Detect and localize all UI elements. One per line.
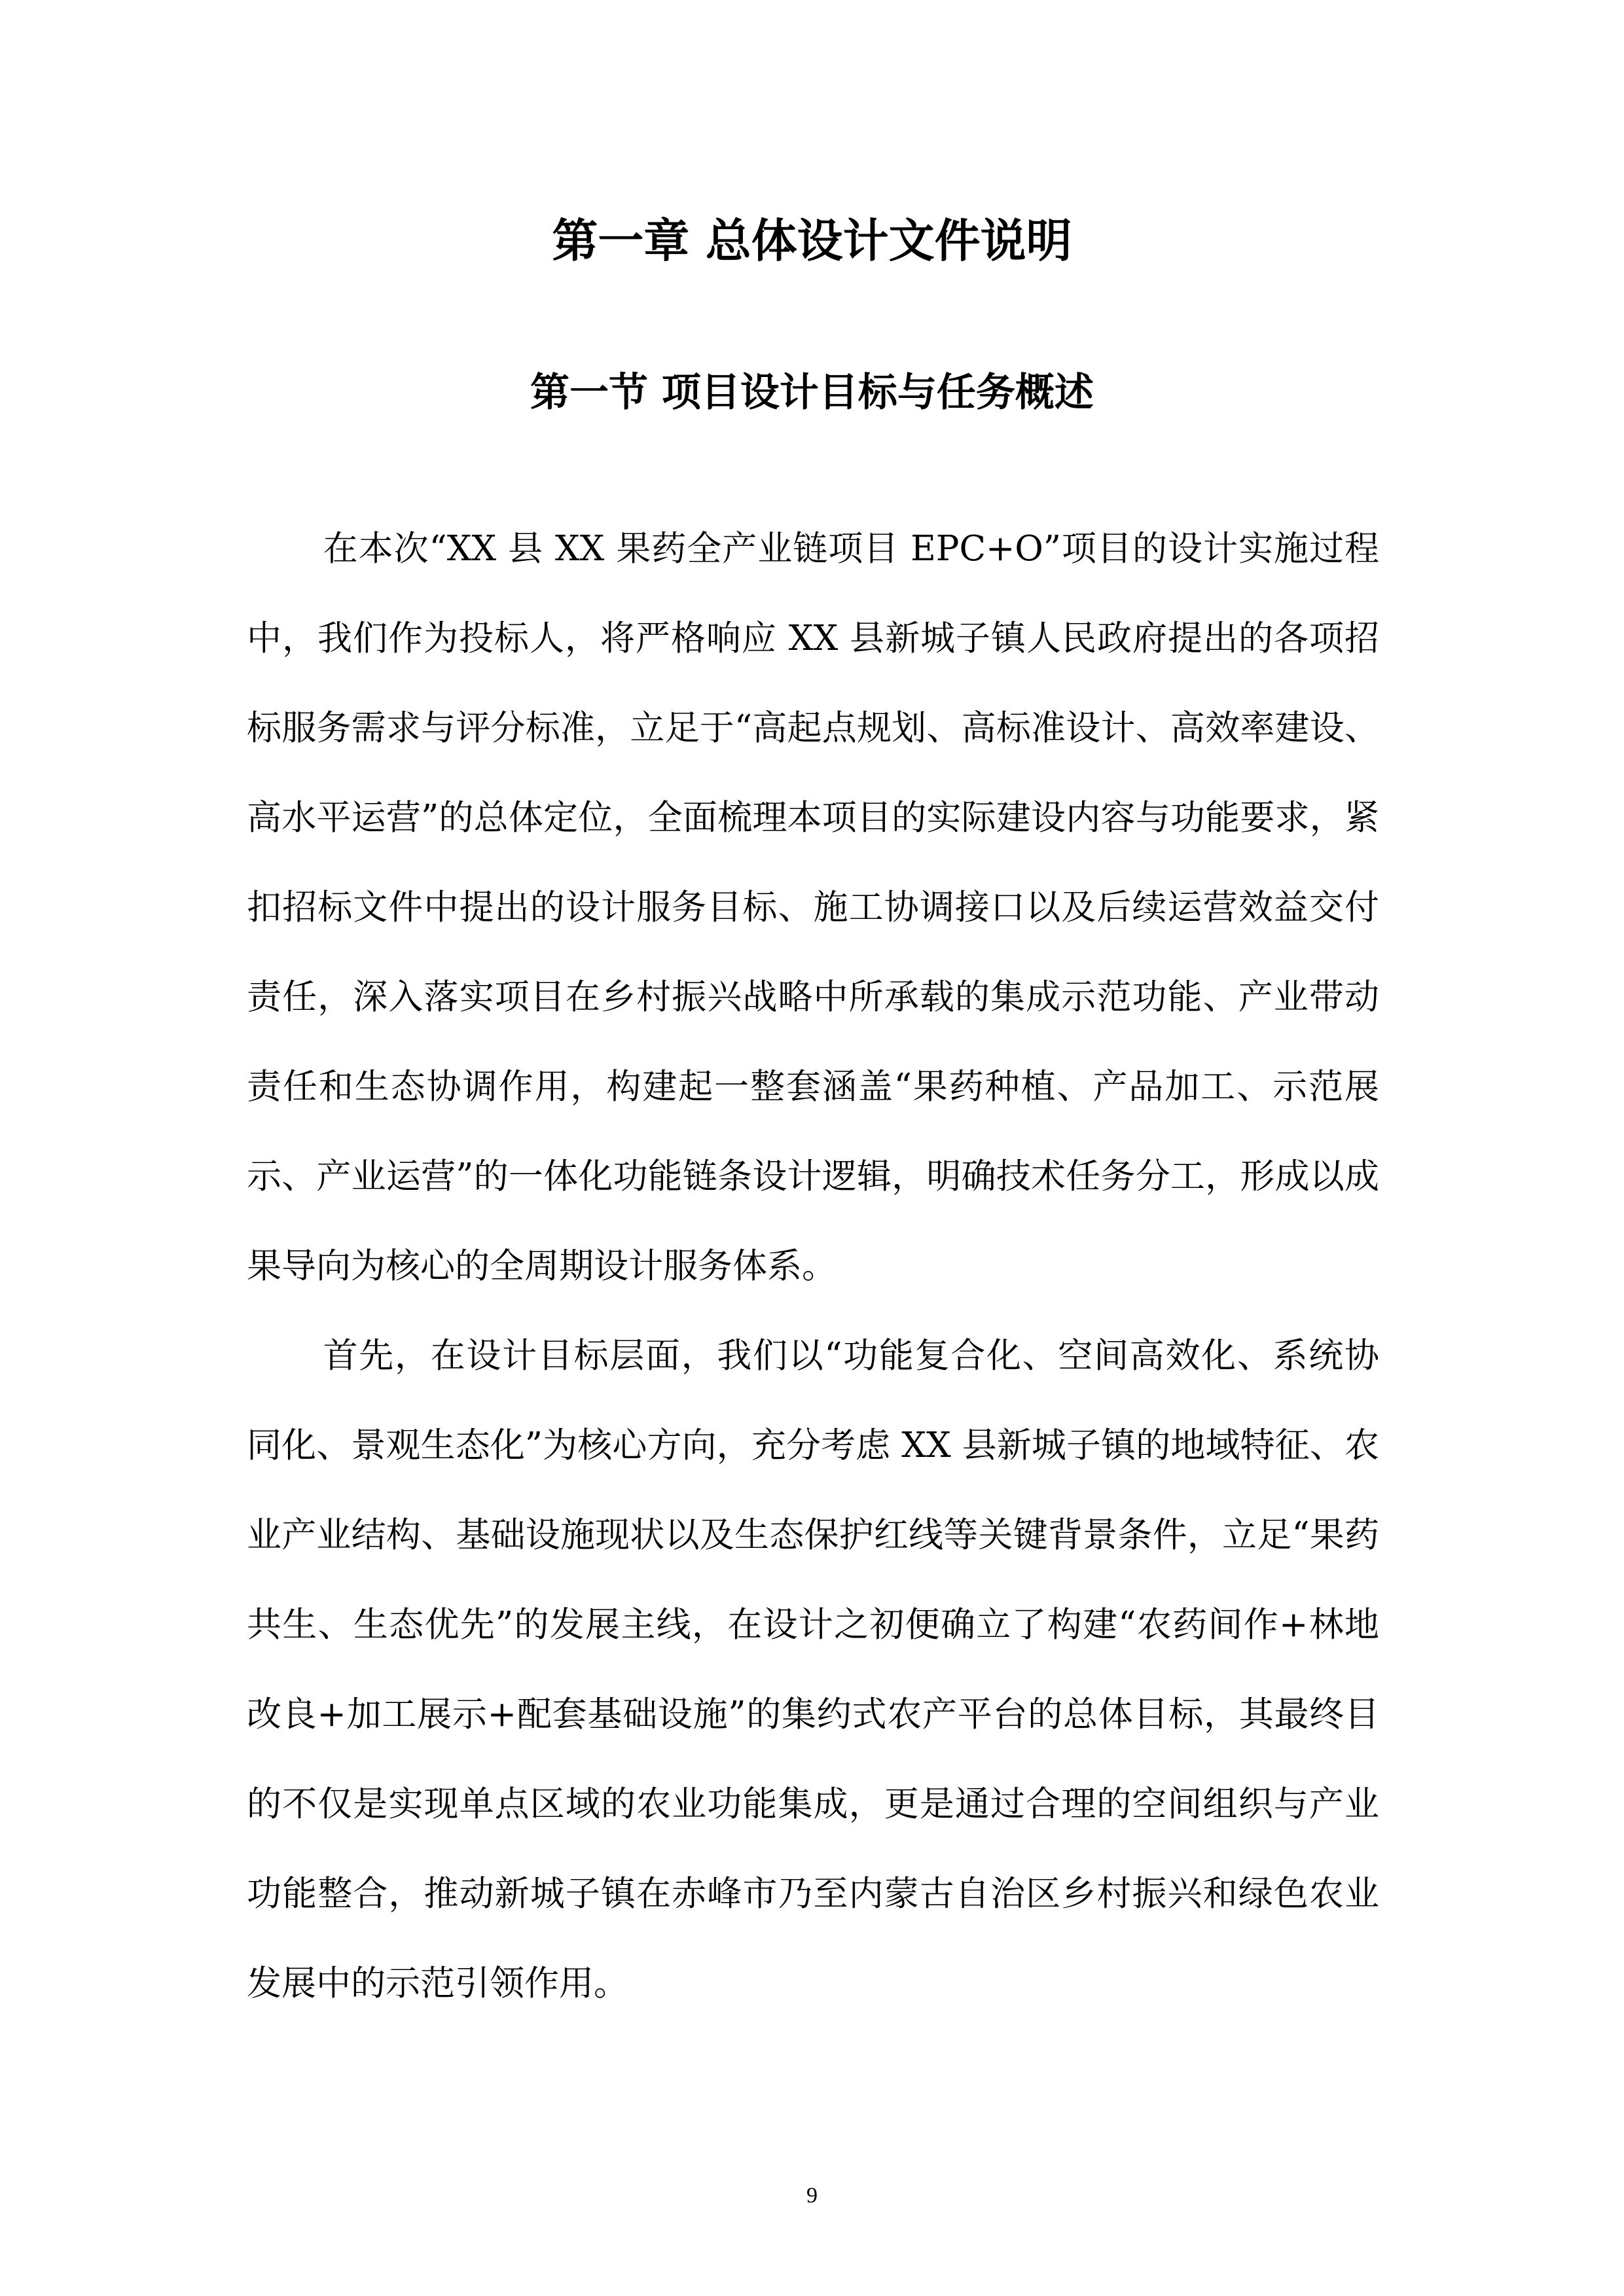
paragraph-2: 首先，在设计目标层面，我们以“功能复合化、空间高效化、系统协同化、景观生态化”为核心方向，充分考虑 XX 县新城子镇的地域特征、农业产业结构、基础设施现状以及生态保护红线等关键背景条件，立足“果药共生、生态优先”的发展主线，在设计之初便确立了构建“农药间作+林地改良+加工展示+配套基础设施”的集约式农产平台的总体目标，其最终目的不仅是实现单点区域的农业功能集成，更是通过合理的空间组织与产业功能整合，推动新城子镇在赤峰市乃至内蒙古自治区乡村振兴和绿色农业发展中的示范引领作用。 <box>247 1336 1379 2003</box>
body-text <box>247 504 1379 2028</box>
section-title: 第一节 项目设计目标与任务概述 <box>530 370 1094 416</box>
chapter-title: 第一章 总体设计文件说明 <box>552 214 1072 268</box>
page-number: 9 <box>806 2183 818 2208</box>
paragraph-1: 在本次“XX 县 XX 果药全产业链项目 EPC+O”项目的设计实施过程中，我们作为投标人，将严格响应 XX 县新城子镇人民政府提出的各项招标服务需求与评分标准，立足于“高起点规划、高标准设计、高效率建设、高水平运营”的总体定位，全面梳理本项目的实际建设内容与功能要求，紧扣招标文件中提出的设计服务目标、施工协调接口以及后续运营效益交付责任，深入落实项目在乡村振兴战略中所承载的集成示范功能、产业带动责任和生态协调作用，构建起一整套涵盖“果药种植、产品加工、示范展示、产业运营”的一体化功能链条设计逻辑，明确技术任务分工，形成以成果导向为核心的全周期设计服务体系。 <box>247 529 1379 1286</box>
